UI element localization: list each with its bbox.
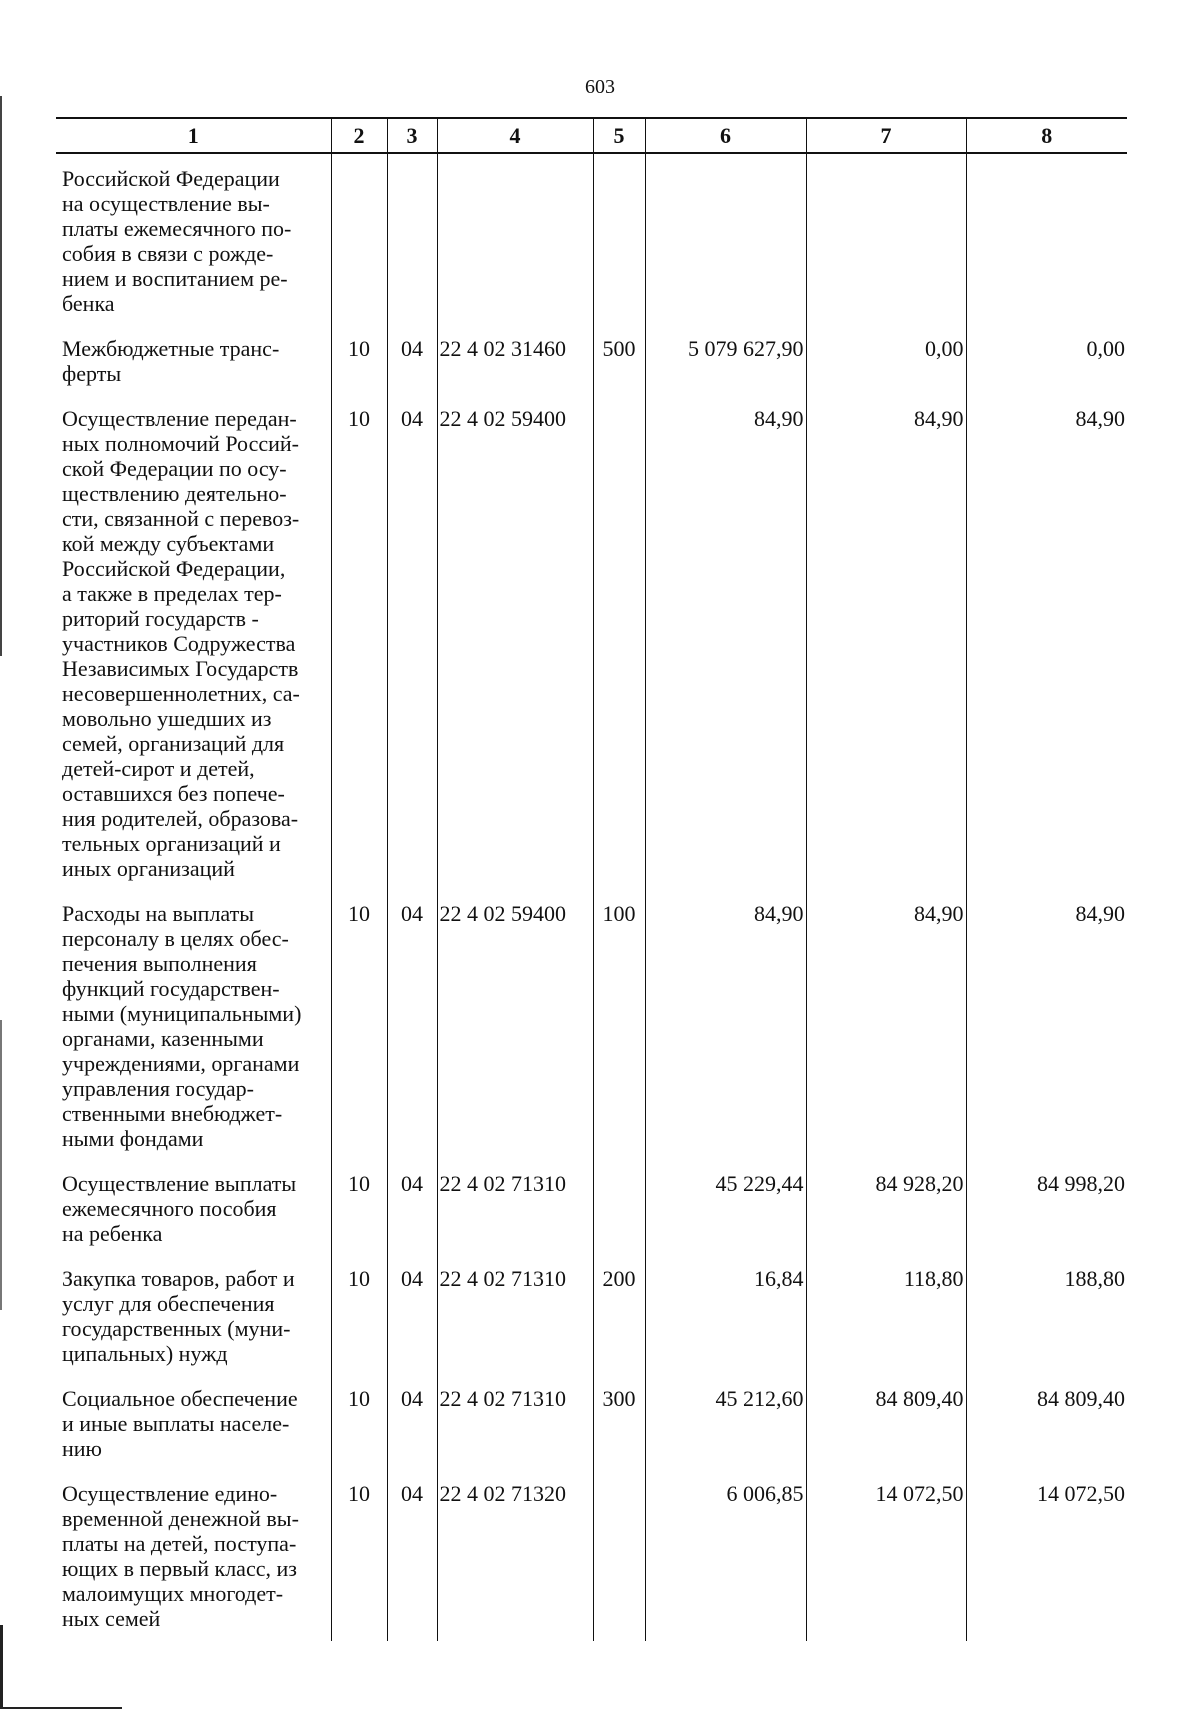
amount-col8-cell: 188,80 <box>966 1256 1127 1376</box>
row-name-cell <box>56 891 331 1161</box>
subsection-code-cell: 04 <box>387 891 437 1161</box>
table-body <box>56 153 1127 1641</box>
scan-bottom-edge-line <box>0 1707 122 1709</box>
amount-col6-cell: 6 006,85 <box>645 1471 806 1641</box>
row-name-line: а также в пределах тер- <box>62 581 282 606</box>
row-name-line: риторий государств - <box>62 606 259 631</box>
row-name-line: ющих в первый класс, из <box>62 1556 297 1581</box>
row-name-line: нию <box>62 1436 102 1461</box>
subsection-code-cell: 04 <box>387 1471 437 1641</box>
row-name-line: Межбюджетные транс- <box>62 336 280 361</box>
column-header-4: 4 <box>437 118 593 153</box>
section-code-cell: 10 <box>331 326 387 396</box>
amount-col7-cell: 84 928,20 <box>806 1161 966 1256</box>
table-row <box>56 891 1127 1161</box>
amount-col8-cell: 0,00 <box>966 326 1127 396</box>
target-article-cell <box>437 153 593 326</box>
row-name-line: ных семей <box>62 1606 161 1631</box>
section-code-cell: 10 <box>331 1471 387 1641</box>
section-code-cell: 10 <box>331 1161 387 1256</box>
target-article-cell: 22 4 02 71310 <box>437 1256 593 1376</box>
amount-col7-cell: 0,00 <box>806 326 966 396</box>
row-name-line: персоналу в целях обес- <box>62 926 289 951</box>
row-name-line: печения выполнения <box>62 951 257 976</box>
row-name-line: платы ежемесячного по- <box>62 216 292 241</box>
row-name-line: учреждениями, органами <box>62 1051 300 1076</box>
amount-col6-cell: 5 079 627,90 <box>645 326 806 396</box>
row-name-line: тельных организаций и <box>62 831 281 856</box>
target-article-cell: 22 4 02 59400 <box>437 396 593 891</box>
section-code-cell: 10 <box>331 396 387 891</box>
expense-type-cell <box>593 1471 645 1641</box>
row-name-line: ственными внебюджет- <box>62 1101 283 1126</box>
page-number: 603 <box>585 76 615 98</box>
amount-col7-cell <box>806 153 966 326</box>
row-name-line: бенка <box>62 291 115 316</box>
expense-type-cell <box>593 1161 645 1256</box>
row-name-line: на ребенка <box>62 1221 163 1246</box>
column-header-5: 5 <box>593 118 645 153</box>
table-row <box>56 326 1127 396</box>
amount-col8-cell: 84 809,40 <box>966 1376 1127 1471</box>
amount-col7-cell: 118,80 <box>806 1256 966 1376</box>
row-name-line: и иные выплаты населе- <box>62 1411 290 1436</box>
section-code-cell: 10 <box>331 1256 387 1376</box>
row-name-line: Закупка товаров, работ и <box>62 1266 295 1291</box>
amount-col8-cell: 84,90 <box>966 396 1127 891</box>
row-name-line: Осуществление передан- <box>62 406 297 431</box>
row-name-line: семей, организаций для <box>62 731 285 756</box>
section-code-cell: 10 <box>331 891 387 1161</box>
scan-left-edge-line-lower <box>0 1020 2 1310</box>
column-header-8: 8 <box>966 118 1127 153</box>
section-code-cell: 10 <box>331 1376 387 1471</box>
amount-col7-cell: 84,90 <box>806 396 966 891</box>
table-row <box>56 153 1127 326</box>
amount-col8-cell <box>966 153 1127 326</box>
row-name-line: ферты <box>62 361 122 386</box>
row-name-line: управления государ- <box>62 1076 254 1101</box>
amount-col6-cell <box>645 153 806 326</box>
budget-table <box>56 117 1127 1641</box>
row-name-line: ния родителей, образова- <box>62 806 299 831</box>
row-name-line: малоимущих многодет- <box>62 1581 284 1606</box>
row-name-line: нием и воспитанием ре- <box>62 266 288 291</box>
row-name-line: мовольно ушедших из <box>62 706 272 731</box>
row-name-line: детей-сирот и детей, <box>62 756 255 781</box>
row-name-cell <box>56 1471 331 1641</box>
row-name-line: Осуществление выплаты <box>62 1171 297 1196</box>
row-name-line: ципальных) нужд <box>62 1341 228 1366</box>
row-name-cell <box>56 1256 331 1376</box>
column-header-1: 1 <box>56 118 331 153</box>
row-name-cell <box>56 1161 331 1256</box>
column-header-2: 2 <box>331 118 387 153</box>
row-name-line: услуг для обеспечения <box>62 1291 275 1316</box>
row-name-line: кой между субъектами <box>62 531 275 556</box>
row-name-line: ежемесячного пособия <box>62 1196 277 1221</box>
subsection-code-cell: 04 <box>387 326 437 396</box>
section-code-cell <box>331 153 387 326</box>
expense-type-cell: 300 <box>593 1376 645 1471</box>
row-name-line: на осуществление вы- <box>62 191 270 216</box>
row-name-line: оставшихся без попече- <box>62 781 285 806</box>
expense-type-cell: 100 <box>593 891 645 1161</box>
table-row <box>56 1256 1127 1376</box>
subsection-code-cell: 04 <box>387 1161 437 1256</box>
row-name-line: временной денежной вы- <box>62 1506 299 1531</box>
row-name-line: ской Федерации по осу- <box>62 456 287 481</box>
column-header-3: 3 <box>387 118 437 153</box>
row-name-line: ществлению деятельно- <box>62 481 287 506</box>
row-name-cell <box>56 1376 331 1471</box>
target-article-cell: 22 4 02 59400 <box>437 891 593 1161</box>
row-name-line: органами, казенными <box>62 1026 264 1051</box>
row-name-line: Российской Федерации, <box>62 556 286 581</box>
target-article-cell: 22 4 02 71310 <box>437 1161 593 1256</box>
target-article-cell: 22 4 02 71310 <box>437 1376 593 1471</box>
table-row <box>56 1376 1127 1471</box>
expense-type-cell: 200 <box>593 1256 645 1376</box>
row-name-line: участников Содружества <box>62 631 296 656</box>
target-article-cell: 22 4 02 71320 <box>437 1471 593 1641</box>
amount-col7-cell: 14 072,50 <box>806 1471 966 1641</box>
amount-col7-cell: 84 809,40 <box>806 1376 966 1471</box>
target-article-cell: 22 4 02 31460 <box>437 326 593 396</box>
row-name-line: несовершеннолетних, са- <box>62 681 300 706</box>
row-name-cell <box>56 396 331 891</box>
column-header-7: 7 <box>806 118 966 153</box>
amount-col6-cell: 16,84 <box>645 1256 806 1376</box>
row-name-line: ных полномочий Россий- <box>62 431 299 456</box>
table-row <box>56 396 1127 891</box>
amount-col8-cell: 84 998,20 <box>966 1161 1127 1256</box>
row-name-line: Осуществление едино- <box>62 1481 278 1506</box>
row-name-line: иных организаций <box>62 856 235 881</box>
row-name-line: функций государствен- <box>62 976 280 1001</box>
budget-table-container <box>56 117 1127 1631</box>
column-header-6: 6 <box>645 118 806 153</box>
amount-col6-cell: 84,90 <box>645 891 806 1161</box>
row-name-line: ными (муниципальными) <box>62 1001 302 1026</box>
expense-type-cell: 500 <box>593 326 645 396</box>
row-name-line: Расходы на выплаты <box>62 901 255 926</box>
row-name-line: Социальное обеспечение <box>62 1386 298 1411</box>
row-name-line: Независимых Государств <box>62 656 299 681</box>
row-name-line: собия в связи с рожде- <box>62 241 274 266</box>
amount-col8-cell: 84,90 <box>966 891 1127 1161</box>
amount-col6-cell: 45 229,44 <box>645 1161 806 1256</box>
table-header-row <box>56 118 1127 153</box>
table-row <box>56 1161 1127 1256</box>
scan-left-edge-mark <box>0 1625 3 1709</box>
subsection-code-cell: 04 <box>387 1256 437 1376</box>
table-row <box>56 1471 1127 1641</box>
subsection-code-cell <box>387 153 437 326</box>
row-name-cell <box>56 326 331 396</box>
row-name-line: платы на детей, поступа- <box>62 1531 297 1556</box>
subsection-code-cell: 04 <box>387 396 437 891</box>
row-name-line: государственных (муни- <box>62 1316 291 1341</box>
amount-col7-cell: 84,90 <box>806 891 966 1161</box>
amount-col6-cell: 84,90 <box>645 396 806 891</box>
expense-type-cell <box>593 396 645 891</box>
scan-left-edge-line <box>0 96 2 656</box>
row-name-line: Российской Федерации <box>62 166 280 191</box>
subsection-code-cell: 04 <box>387 1376 437 1471</box>
row-name-cell <box>56 153 331 326</box>
amount-col6-cell: 45 212,60 <box>645 1376 806 1471</box>
row-name-line: ными фондами <box>62 1126 204 1151</box>
expense-type-cell <box>593 153 645 326</box>
row-name-line: сти, связанной с перевоз- <box>62 506 300 531</box>
amount-col8-cell: 14 072,50 <box>966 1471 1127 1641</box>
